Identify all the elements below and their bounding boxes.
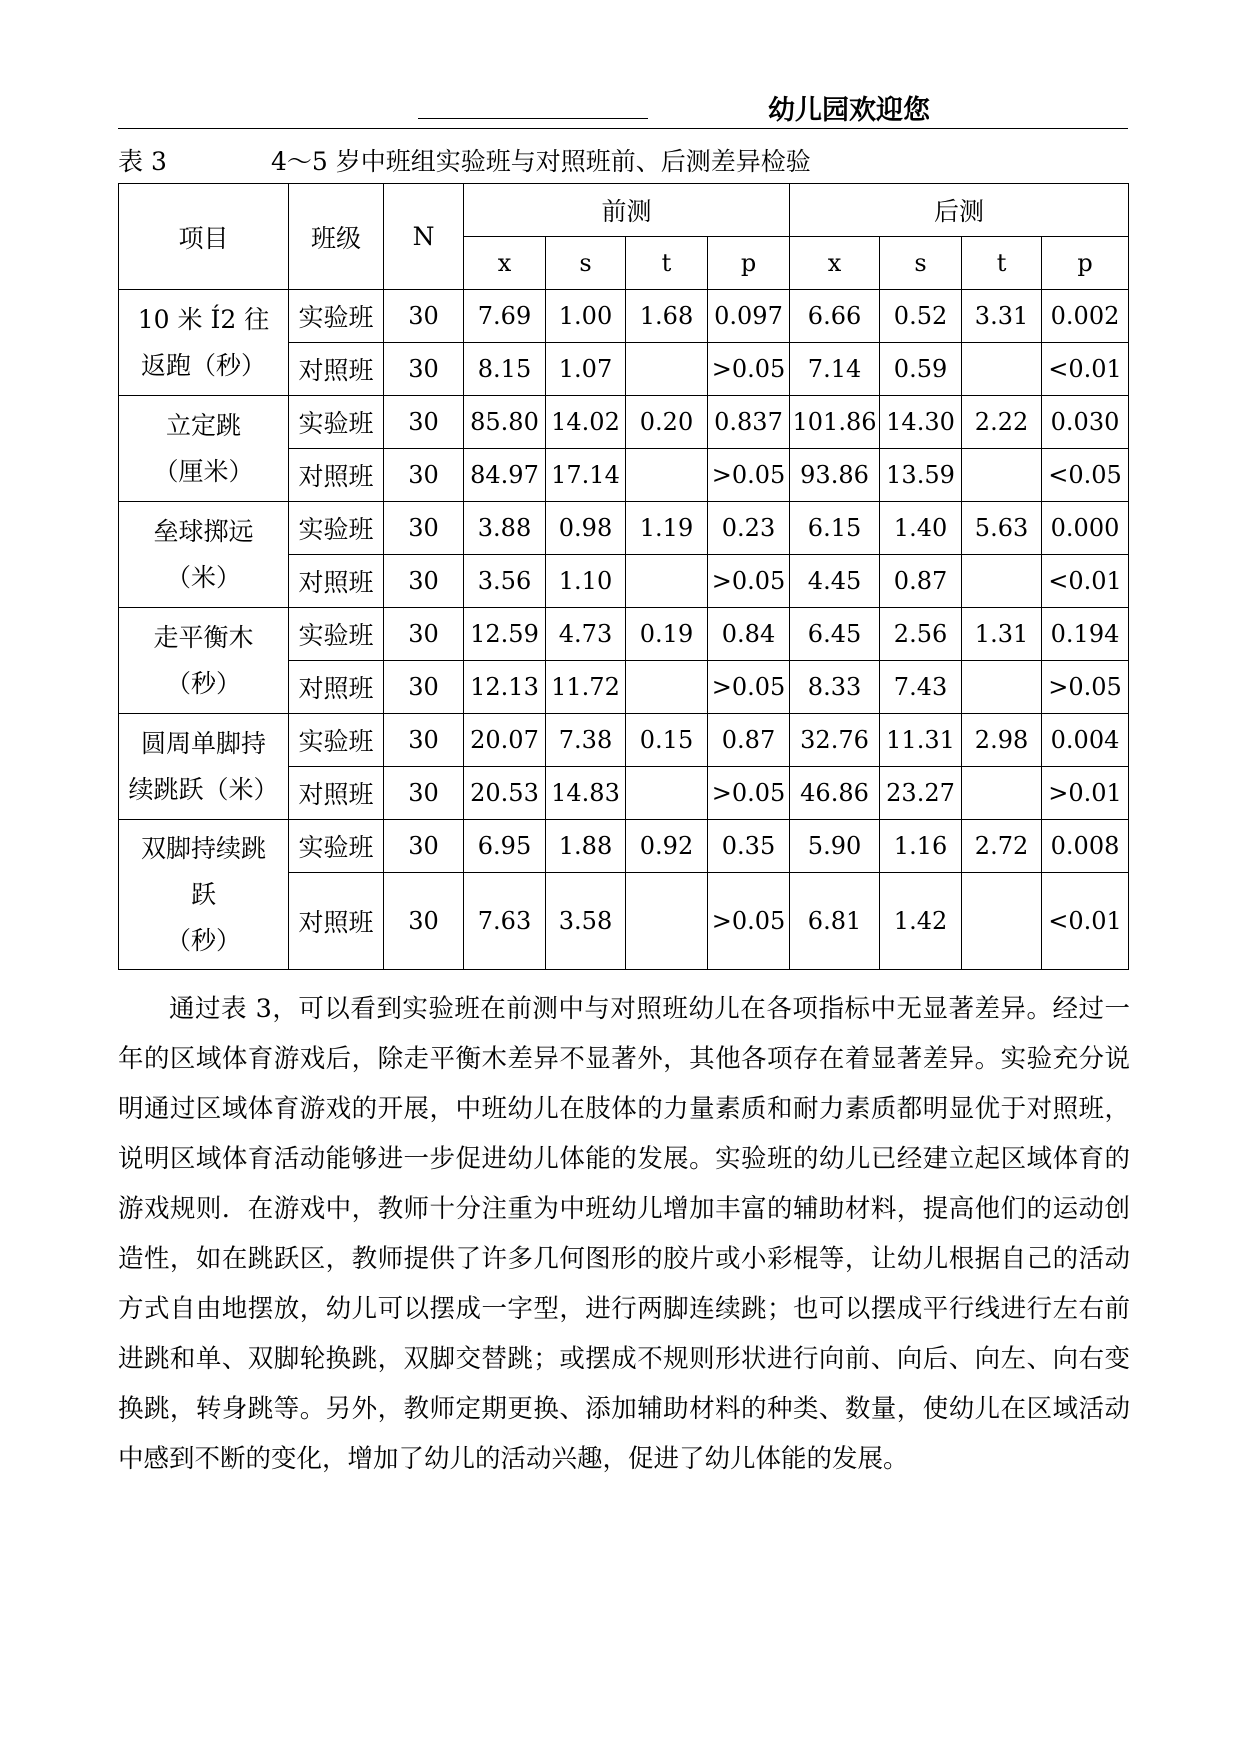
pre-t-cell: 0.92	[626, 820, 708, 873]
pre-p-cell: 0.84	[708, 608, 790, 661]
post-s-cell: 0.87	[880, 555, 962, 608]
table-caption-label: 表 3	[118, 147, 167, 176]
pre-t-cell	[626, 661, 708, 714]
header-blank-underline	[418, 118, 648, 119]
item-name-line: 10 米 Í2 往	[137, 304, 270, 334]
pre-p-cell: >0.05	[708, 767, 790, 820]
page-header	[118, 88, 1128, 129]
post-t-cell: 5.63	[962, 502, 1042, 555]
post-s-cell: 13.59	[880, 449, 962, 502]
n-cell: 30	[384, 873, 464, 970]
pre-s-cell: 14.83	[546, 767, 626, 820]
post-x-cell: 7.14	[790, 343, 880, 396]
post-t-cell	[962, 449, 1042, 502]
post-t-cell: 3.31	[962, 290, 1042, 343]
post-s-cell: 2.56	[880, 608, 962, 661]
item-name-line: 双脚持续跳	[140, 833, 266, 863]
item-name-cell	[119, 290, 289, 396]
pre-s-cell: 3.58	[546, 873, 626, 970]
class-cell: 实验班	[289, 820, 384, 873]
pre-x-cell: 7.69	[464, 290, 546, 343]
post-t-cell	[962, 873, 1042, 970]
post-p-cell: 0.000	[1042, 502, 1129, 555]
pre-t-cell: 1.68	[626, 290, 708, 343]
post-p-cell: <0.01	[1042, 343, 1129, 396]
item-name-cell	[119, 502, 289, 608]
header-posttest: 后测	[790, 184, 1129, 237]
n-cell: 30	[384, 767, 464, 820]
post-s-cell: 1.40	[880, 502, 962, 555]
table-row	[119, 608, 1129, 661]
table-row	[119, 820, 1129, 873]
n-cell: 30	[384, 820, 464, 873]
class-cell: 实验班	[289, 714, 384, 767]
item-name-line: （厘米）	[153, 456, 254, 486]
body-paragraph-block	[118, 984, 1130, 1484]
item-name-line: （秒）	[165, 925, 241, 955]
pre-p-cell: >0.05	[708, 449, 790, 502]
pre-t-cell	[626, 449, 708, 502]
n-cell: 30	[384, 555, 464, 608]
pre-t-cell	[626, 343, 708, 396]
n-cell: 30	[384, 502, 464, 555]
pre-t-cell: 1.19	[626, 502, 708, 555]
post-t-cell: 2.98	[962, 714, 1042, 767]
pre-p-cell: >0.05	[708, 555, 790, 608]
table-header-row	[119, 184, 1129, 237]
subheader-post-s: s	[880, 237, 962, 290]
subheader-post-p: p	[1042, 237, 1129, 290]
table-row	[119, 502, 1129, 555]
post-p-cell: >0.01	[1042, 767, 1129, 820]
post-p-cell: >0.05	[1042, 661, 1129, 714]
post-t-cell: 2.22	[962, 396, 1042, 449]
post-p-cell: 0.008	[1042, 820, 1129, 873]
pre-p-cell: 0.35	[708, 820, 790, 873]
body-paragraph: 通过表 3，可以看到实验班在前测中与对照班幼儿在各项指标中无显著差异。经过一年的区域体育游戏后，除走平衡木差异不显著外，其他各项存在着显著差异。实验充分说明通过区域体育游戏的开展，中班幼儿在肢体的力量素质和耐力素质都明显优于对照班，说明区域体育活动能够进一步促进幼儿体能的发展。实验班的幼儿已经建立起区域体育的游戏规则．在游戏中，教师十分注重为中班幼儿增加丰富的辅助材料，提高他们的运动创造性，如在跳跃区，教师提供了许多几何图形的胶片或小彩棍等，让幼儿根据自己的活动方式自由地摆放，幼儿可以摆成一字型，进行两脚连续跳；也可以摆成平行线进行左右前进跳和单、双脚轮换跳，双脚交替跳；或摆成不规则形状进行向前、向后、向左、向右变换跳，转身跳等。另外，教师定期更换、添加辅助材料的种类、数量，使幼儿在区域活动中感到不断的变化，增加了幼儿的活动兴趣，促进了幼儿体能的发展。	[118, 994, 1130, 1474]
post-s-cell: 0.52	[880, 290, 962, 343]
n-cell: 30	[384, 290, 464, 343]
pre-p-cell: 0.837	[708, 396, 790, 449]
item-name-cell	[119, 820, 289, 970]
post-s-cell: 23.27	[880, 767, 962, 820]
post-s-cell: 7.43	[880, 661, 962, 714]
post-x-cell: 6.45	[790, 608, 880, 661]
table-row	[119, 396, 1129, 449]
post-x-cell: 46.86	[790, 767, 880, 820]
post-p-cell: 0.002	[1042, 290, 1129, 343]
post-s-cell: 0.59	[880, 343, 962, 396]
subheader-post-x: x	[790, 237, 880, 290]
post-t-cell	[962, 767, 1042, 820]
pre-t-cell: 0.19	[626, 608, 708, 661]
pre-s-cell: 4.73	[546, 608, 626, 661]
item-name-line: 返跑（秒）	[140, 350, 266, 380]
header-title: 幼儿园欢迎您	[768, 95, 930, 126]
header-n: N	[384, 184, 464, 290]
class-cell: 对照班	[289, 873, 384, 970]
class-cell: 实验班	[289, 608, 384, 661]
pre-s-cell: 1.00	[546, 290, 626, 343]
pre-p-cell: >0.05	[708, 873, 790, 970]
pre-x-cell: 12.59	[464, 608, 546, 661]
table-row	[119, 290, 1129, 343]
post-x-cell: 6.15	[790, 502, 880, 555]
item-name-line: 跃	[190, 879, 216, 909]
subheader-pre-t: t	[626, 237, 708, 290]
pre-x-cell: 7.63	[464, 873, 546, 970]
pre-s-cell: 1.10	[546, 555, 626, 608]
header-pretest: 前测	[464, 184, 790, 237]
post-p-cell: <0.01	[1042, 873, 1129, 970]
class-cell: 对照班	[289, 343, 384, 396]
post-t-cell	[962, 343, 1042, 396]
subheader-pre-x: x	[464, 237, 546, 290]
pre-s-cell: 1.88	[546, 820, 626, 873]
post-p-cell: 0.004	[1042, 714, 1129, 767]
class-cell: 实验班	[289, 396, 384, 449]
pre-p-cell: 0.23	[708, 502, 790, 555]
pre-x-cell: 6.95	[464, 820, 546, 873]
class-cell: 实验班	[289, 290, 384, 343]
post-t-cell: 2.72	[962, 820, 1042, 873]
table-caption-title: 4～5 岁中班组实验班与对照班前、后测差异检验	[271, 147, 811, 176]
class-cell: 对照班	[289, 449, 384, 502]
post-x-cell: 93.86	[790, 449, 880, 502]
n-cell: 30	[384, 661, 464, 714]
n-cell: 30	[384, 343, 464, 396]
pre-t-cell	[626, 873, 708, 970]
pre-p-cell: >0.05	[708, 661, 790, 714]
post-s-cell: 14.30	[880, 396, 962, 449]
header-item: 项目	[119, 184, 289, 290]
item-name-cell	[119, 608, 289, 714]
post-s-cell: 1.42	[880, 873, 962, 970]
pre-p-cell: 0.097	[708, 290, 790, 343]
post-t-cell	[962, 555, 1042, 608]
subheader-post-t: t	[962, 237, 1042, 290]
class-cell: 对照班	[289, 555, 384, 608]
pre-t-cell: 0.20	[626, 396, 708, 449]
item-name-line: （秒）	[165, 668, 241, 698]
item-name-cell	[119, 714, 289, 820]
pre-t-cell: 0.15	[626, 714, 708, 767]
n-cell: 30	[384, 449, 464, 502]
post-s-cell: 11.31	[880, 714, 962, 767]
post-x-cell: 5.90	[790, 820, 880, 873]
pre-x-cell: 85.80	[464, 396, 546, 449]
n-cell: 30	[384, 608, 464, 661]
post-x-cell: 32.76	[790, 714, 880, 767]
item-name-line: 圆周单脚持	[140, 728, 266, 758]
results-table	[118, 183, 1129, 970]
pre-s-cell: 11.72	[546, 661, 626, 714]
pre-p-cell: 0.87	[708, 714, 790, 767]
post-p-cell: 0.030	[1042, 396, 1129, 449]
pre-s-cell: 17.14	[546, 449, 626, 502]
pre-s-cell: 14.02	[546, 396, 626, 449]
class-cell: 对照班	[289, 767, 384, 820]
pre-x-cell: 3.56	[464, 555, 546, 608]
post-x-cell: 6.81	[790, 873, 880, 970]
item-name-line: （米）	[165, 562, 241, 592]
item-name-cell	[119, 396, 289, 502]
n-cell: 30	[384, 396, 464, 449]
class-cell: 实验班	[289, 502, 384, 555]
post-p-cell: <0.05	[1042, 449, 1129, 502]
post-t-cell: 1.31	[962, 608, 1042, 661]
item-name-line: 垒球掷远	[153, 516, 254, 546]
pre-x-cell: 12.13	[464, 661, 546, 714]
pre-x-cell: 20.53	[464, 767, 546, 820]
item-name-line: 续跳跃（米）	[128, 774, 279, 804]
pre-t-cell	[626, 767, 708, 820]
pre-x-cell: 20.07	[464, 714, 546, 767]
pre-s-cell: 1.07	[546, 343, 626, 396]
class-cell: 对照班	[289, 661, 384, 714]
post-x-cell: 8.33	[790, 661, 880, 714]
post-s-cell: 1.16	[880, 820, 962, 873]
header-class: 班级	[289, 184, 384, 290]
subheader-pre-p: p	[708, 237, 790, 290]
pre-x-cell: 84.97	[464, 449, 546, 502]
pre-p-cell: >0.05	[708, 343, 790, 396]
post-p-cell: 0.194	[1042, 608, 1129, 661]
table-body	[119, 290, 1129, 970]
n-cell: 30	[384, 714, 464, 767]
post-t-cell	[962, 661, 1042, 714]
item-name-line: 走平衡木	[153, 622, 254, 652]
item-name-line: 立定跳	[165, 410, 241, 440]
pre-s-cell: 0.98	[546, 502, 626, 555]
pre-s-cell: 7.38	[546, 714, 626, 767]
subheader-pre-s: s	[546, 237, 626, 290]
post-p-cell: <0.01	[1042, 555, 1129, 608]
pre-t-cell	[626, 555, 708, 608]
post-x-cell: 6.66	[790, 290, 880, 343]
post-x-cell: 4.45	[790, 555, 880, 608]
pre-x-cell: 8.15	[464, 343, 546, 396]
post-x-cell: 101.86	[790, 396, 880, 449]
pre-x-cell: 3.88	[464, 502, 546, 555]
table-row	[119, 714, 1129, 767]
